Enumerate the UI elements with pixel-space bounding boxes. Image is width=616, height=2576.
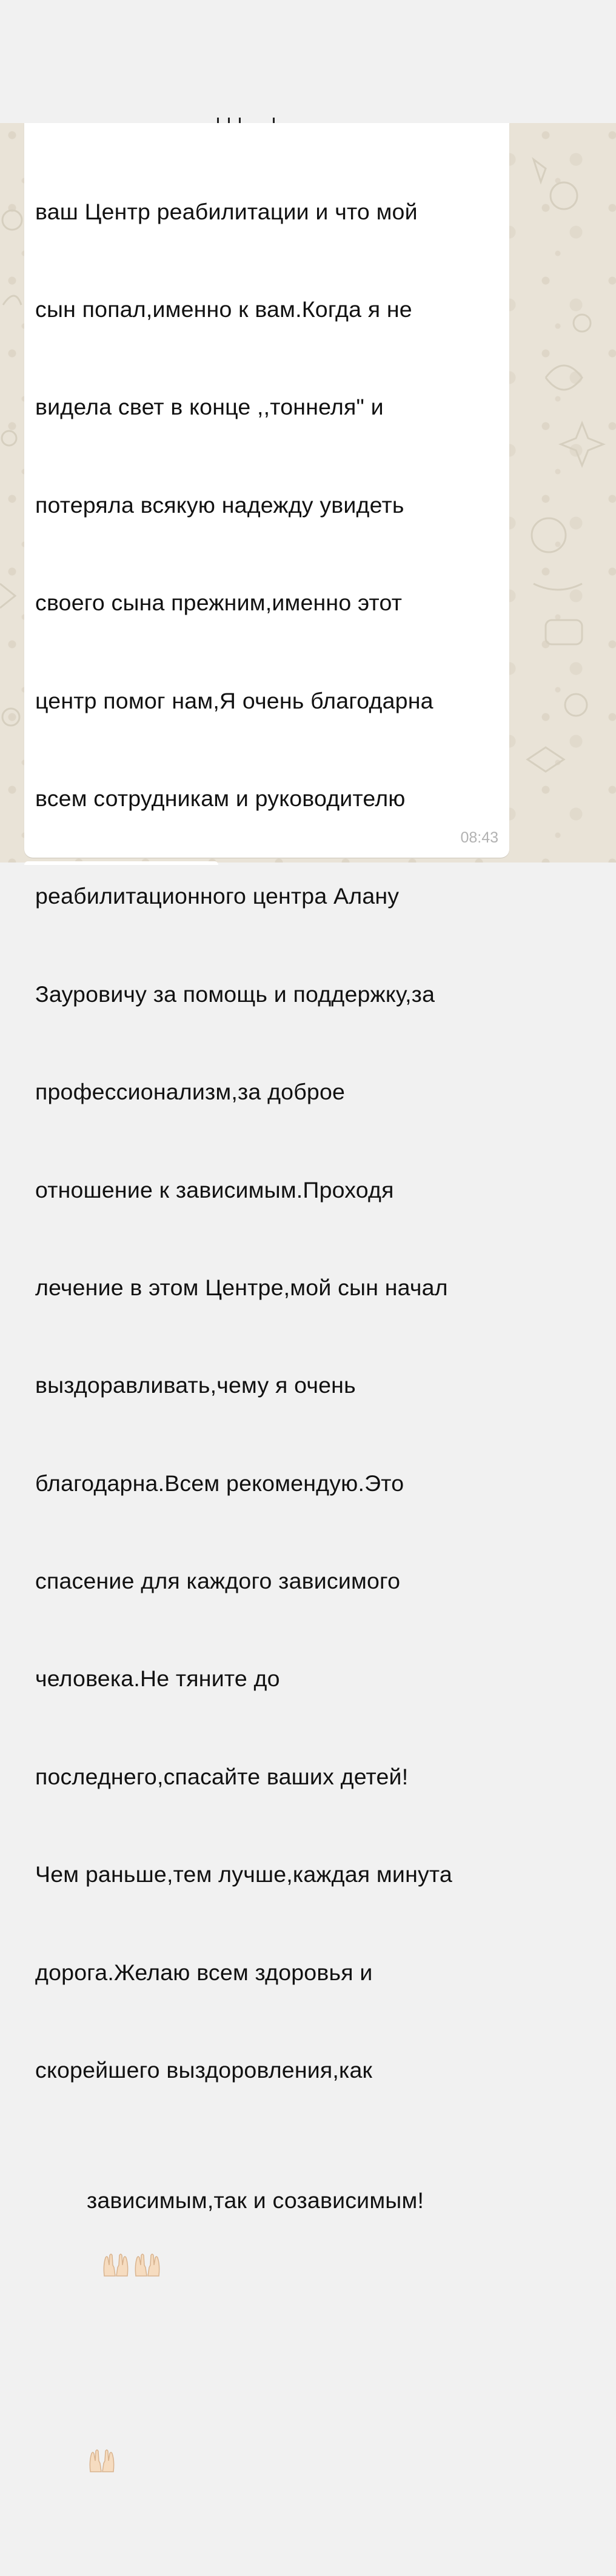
message-bubble[interactable] xyxy=(24,123,509,2214)
message-line: отношение к зависимым.Проходя xyxy=(35,1176,394,1203)
message-line: видела свет в конце ,,тоннеля" и xyxy=(35,394,384,420)
message-line: зависимым,так и созависимым! xyxy=(86,2187,424,2214)
message-line: дорога.Желаю всем здоровья и xyxy=(35,1959,373,1985)
message-line: своего сына прежним,именно этот xyxy=(35,590,403,616)
message-line: Зауровичу за помощь и поддержку,за xyxy=(35,981,435,1007)
message-line: всем сотрудникам и руководителю xyxy=(35,785,406,811)
message-line: Чем раньше,тем лучше,каждая минута xyxy=(35,1861,452,1887)
message-line: потеряла всякую надежду увидеть xyxy=(35,492,404,518)
message-line: лечение в этом Центре,мой сын начал xyxy=(35,1274,448,1300)
message-line: человека.Не тяните до xyxy=(35,1666,280,1692)
raised-hands-icon xyxy=(101,2252,131,2278)
message-timestamp: 08:43 xyxy=(460,829,498,846)
message-line: сын попал,именно к вам.Когда я не xyxy=(35,296,412,322)
message-line: последнего,спасайте ваших детей! xyxy=(35,1763,409,1789)
message-line: скорейшего выздоровления,как xyxy=(35,2057,373,2083)
message-line: спасение для каждого зависимого xyxy=(35,1568,401,1594)
raised-hands-icon xyxy=(132,2252,162,2278)
message-line: реабилитационного центра Алану xyxy=(35,883,400,909)
raised-hands-icon xyxy=(87,2448,117,2474)
message-line: благодарна.Всем рекомендую.Это xyxy=(35,1470,404,1496)
emoji-group xyxy=(35,2217,162,2315)
message-line: профессионализм,за доброе xyxy=(35,1079,346,1105)
message-line: выздоравливать,чему я очень xyxy=(35,1372,356,1398)
message-line: центр помог нам,Я очень благодарна xyxy=(35,687,434,713)
message-line-with-emoji xyxy=(35,2152,509,2347)
chat-background xyxy=(0,123,616,2214)
message-text xyxy=(35,130,509,2576)
message-line: ваш Центр реабилитации и что мой xyxy=(35,198,418,224)
cropped-previous-line xyxy=(35,115,302,127)
emoji-line xyxy=(35,2413,509,2511)
